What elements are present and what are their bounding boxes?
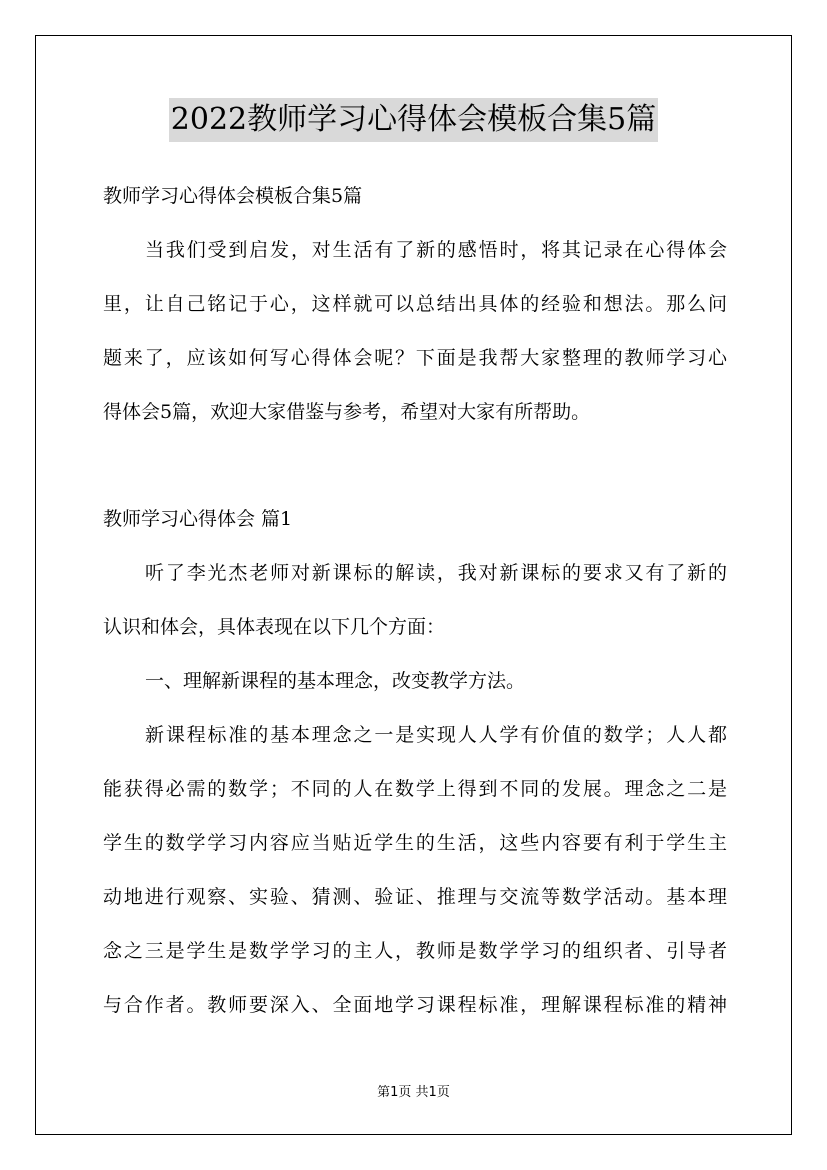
page-footer: 第1页 共1页 bbox=[377, 1085, 450, 1100]
paragraph-line: 学生的数学学习内容应当贴近学生的生活，这些内容要有利于学生主 bbox=[103, 832, 727, 854]
document-title: 2022教师学习心得体会模板合集5篇 bbox=[169, 98, 658, 142]
intro-line: 得体会5篇，欢迎大家借鉴与参考，希望对大家有所帮助。 bbox=[103, 401, 591, 423]
paragraph-line: 认识和体会，具体表现在以下几个方面： bbox=[103, 616, 446, 638]
section-heading: 教师学习心得体会 篇1 bbox=[103, 508, 293, 530]
title-container bbox=[0, 98, 827, 142]
paragraph-line: 能获得必需的数学；不同的人在数学上得到不同的发展。理念之二是 bbox=[103, 778, 727, 800]
paragraph-line: 新课程标准的基本理念之一是实现人人学有价值的数学；人人都 bbox=[145, 724, 727, 746]
intro-line: 题来了，应该如何写心得体会呢？下面是我帮大家整理的教师学习心 bbox=[103, 347, 727, 369]
paragraph-line: 动地进行观察、实验、猜测、验证、推理与交流等数学活动。基本理 bbox=[103, 886, 727, 908]
intro-line: 当我们受到启发，对生活有了新的感悟时，将其记录在心得体会 bbox=[145, 239, 727, 261]
paragraph-line: 听了李光杰老师对新课标的解读，我对新课标的要求又有了新的 bbox=[145, 562, 727, 584]
document-subtitle: 教师学习心得体会模板合集5篇 bbox=[103, 185, 363, 207]
intro-line: 里，让自己铭记于心，这样就可以总结出具体的经验和想法。那么问 bbox=[103, 293, 727, 315]
point-heading: 一、理解新课程的基本理念，改变教学方法。 bbox=[145, 670, 526, 692]
paragraph-line: 念之三是学生是数学学习的主人，教师是数学学习的组织者、引导者 bbox=[103, 940, 727, 962]
paragraph-line: 与合作者。教师要深入、全面地学习课程标准，理解课程标准的精神 bbox=[103, 994, 727, 1016]
